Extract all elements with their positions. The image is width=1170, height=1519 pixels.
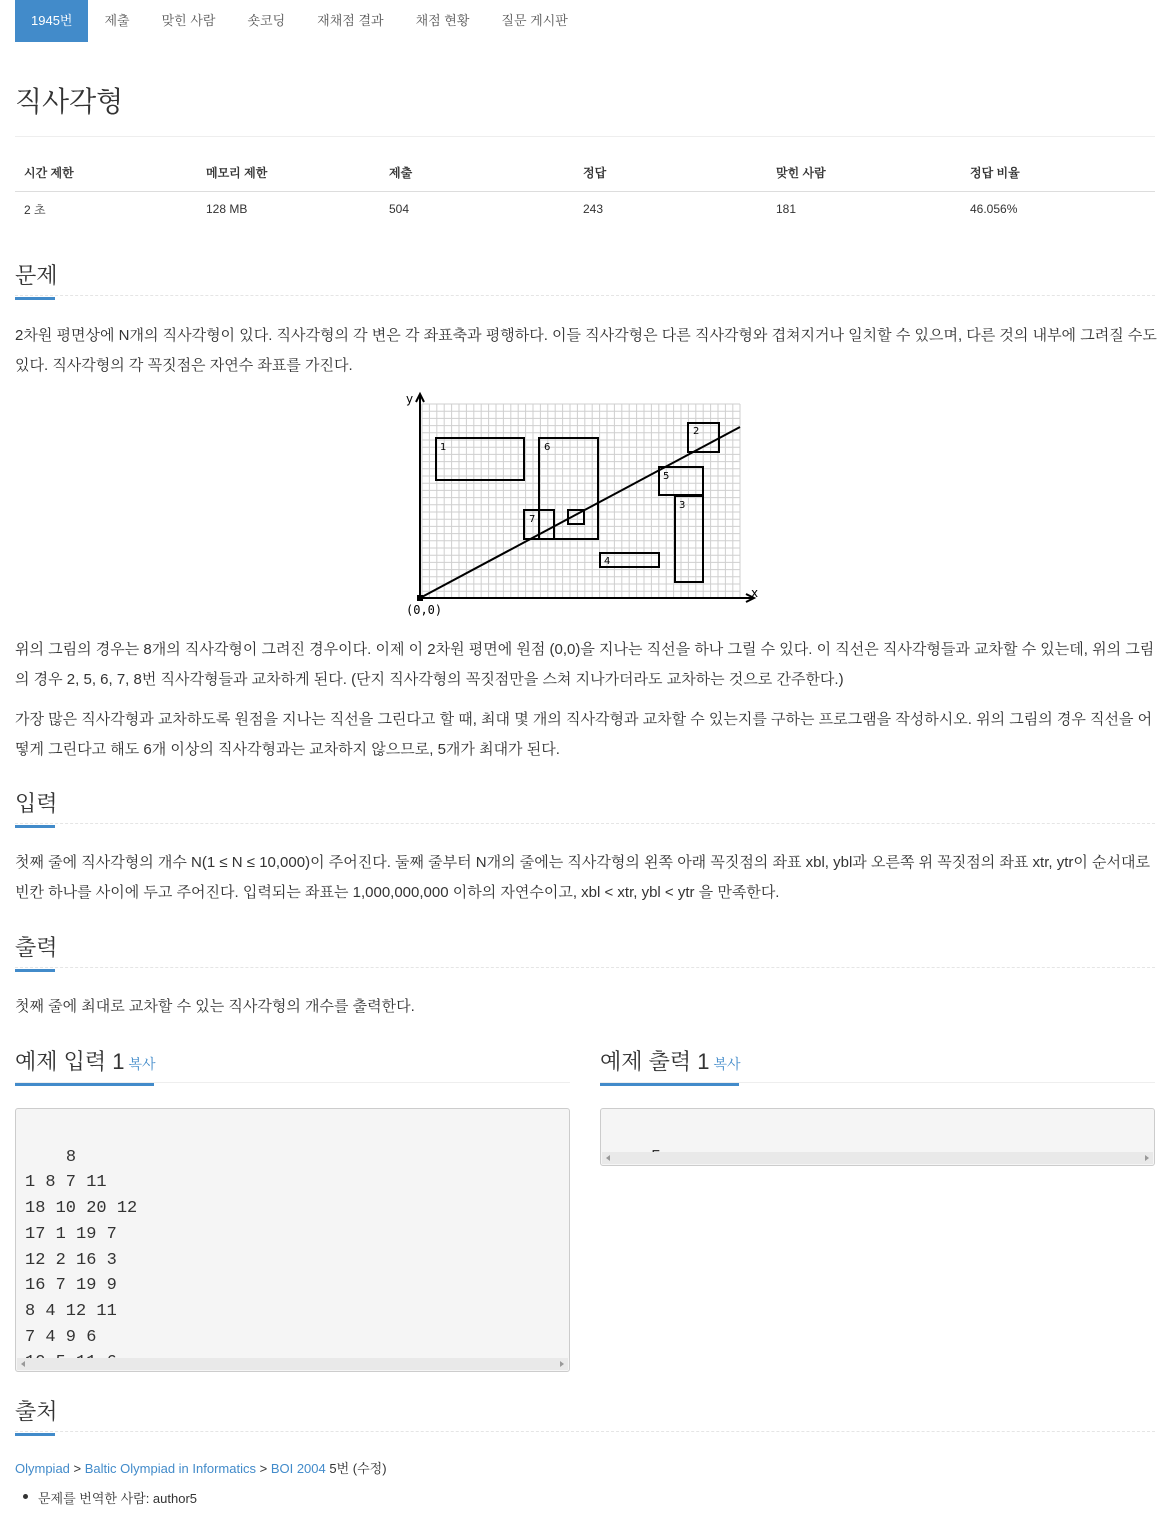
source-breadcrumb	[15, 1458, 387, 1477]
problem-info-table	[15, 155, 1155, 227]
info-header: 정답 비율	[961, 155, 1155, 191]
info-header: 시간 제한	[15, 155, 197, 191]
problem-paragraph-3: 가장 많은 직사각형과 교차하도록 원점을 지나는 직선을 그린다고 할 때, 최대 몇 개의 직사각형과 교차할 수 있는지를 구하는 프로그램을 작성하시오. 위의 그림의 경우 직선을 어떻게 그린다고 해도 6개 이상의 직사각형과는 교차하지 않으므로, 5개가 최대가 된다.	[15, 711, 1153, 758]
heading-underline	[15, 1433, 55, 1436]
source-link-boi-2004[interactable]: BOI 2004	[270, 1461, 326, 1476]
section-divider	[15, 823, 1155, 824]
sample-input-title: 예제 입력 1	[15, 1049, 125, 1074]
info-value: 181	[776, 202, 797, 217]
problem-tabs	[15, 0, 584, 42]
rect-label: 2	[693, 426, 700, 437]
tab-board[interactable]: 질문 게시판	[501, 13, 568, 28]
horizontal-scrollbar[interactable]	[17, 1358, 568, 1370]
info-value: 46.056%	[970, 202, 1018, 217]
source-link-boi[interactable]: Baltic Olympiad in Informatics	[84, 1461, 256, 1476]
output-description: 첫째 줄에 최대로 교차할 수 있는 직사각형의 개수를 출력한다.	[15, 998, 415, 1015]
section-heading-input	[15, 787, 58, 818]
sample-output-title: 예제 출력 1	[600, 1049, 710, 1074]
rect-label: 7	[529, 514, 536, 525]
section-heading-source	[15, 1395, 58, 1426]
sample-output-heading	[600, 1045, 741, 1076]
info-header-row	[15, 155, 1155, 191]
section-heading-text: 출처	[15, 1399, 58, 1424]
heading-underline	[600, 1083, 739, 1086]
section-heading-text: 문제	[15, 263, 58, 288]
page-title: 직사각형	[15, 86, 124, 117]
section-divider	[15, 1431, 1155, 1432]
y-axis-label: y	[406, 392, 414, 406]
section-divider	[15, 967, 1155, 968]
tab-short-coding[interactable]: 숏코딩	[247, 13, 286, 28]
section-heading-output	[15, 931, 58, 962]
info-header: 맞힌 사람	[767, 155, 961, 191]
tab-problem[interactable]: 1945번	[15, 0, 88, 42]
info-header: 메모리 제한	[197, 155, 380, 191]
info-value-row	[15, 191, 1155, 227]
rect-label: 1	[440, 442, 447, 453]
scroll-right-icon[interactable]	[560, 1361, 564, 1367]
info-value: 504	[389, 202, 410, 217]
info-header: 제출	[380, 155, 574, 191]
section-heading-text: 출력	[15, 935, 58, 960]
breadcrumb-separator: >	[255, 1461, 271, 1476]
horizontal-scrollbar[interactable]	[602, 1152, 1153, 1164]
tab-solved-users[interactable]: 맞힌 사람	[161, 13, 216, 28]
origin-label: (0,0)	[406, 603, 443, 617]
tab-submit[interactable]: 제출	[104, 13, 130, 28]
rect-label: 5	[663, 471, 670, 482]
sample-input-content: 8 1 8 7 11 18 10 20 12 17 1 19 7 12 2 16 3 16 7 19 9 8 4 12 11 7 4 9 6	[25, 1147, 138, 1347]
sample-output-box[interactable]	[600, 1108, 1155, 1166]
sample-input-heading	[15, 1045, 156, 1076]
scroll-left-icon[interactable]	[21, 1361, 25, 1367]
problem-paragraph-2: 위의 그림의 경우는 8개의 직사각형이 그려진 경우이다. 이제 이 2차원 평면에 원점 (0,0)을 지나는 직선을 하나 그릴 수 있다. 이 직선은 직사각형들과 교차할 수 있는데, 위의 그림의 경우 2, 5, 6, 7, 8번 직사각형들과 교차하게 된다. (단지 직사각형의 꼭짓점만을 스쳐 지나가더라도 교차하는 것으로 간주한다.)	[15, 641, 1155, 688]
title-divider	[15, 136, 1155, 137]
source-link-olympiad[interactable]: Olympiad	[15, 1461, 70, 1476]
rect-label: 3	[679, 500, 686, 511]
input-description: 첫째 줄에 직사각형의 개수 N(1 ≤ N ≤ 10,000)이 주어진다. 둘째 줄부터 N개의 줄에는 직사각형의 왼쪽 아래 꼭짓점의 좌표 xbl, ybl과 오른쪽 위 꼭짓점의 좌표 xtr, ytr이 순서대로 빈칸 하나를 사이에 두고 주어진다. 입력되는 좌표는 1,000,000,000 이하의 자연수이고, xbl < xtr, ybl < ytr 을 만족한다.	[15, 854, 1150, 901]
x-axis-label: x	[751, 586, 759, 600]
heading-underline	[15, 969, 55, 972]
scroll-left-icon[interactable]	[606, 1155, 610, 1161]
source-suffix: 5번 (수정)	[325, 1461, 387, 1476]
sample-input-box[interactable]	[15, 1108, 570, 1372]
tab-status[interactable]: 채점 현황	[415, 13, 470, 28]
heading-underline	[15, 297, 55, 300]
info-value: 2 초	[24, 202, 46, 217]
copy-sample-input-button[interactable]: 복사	[128, 1056, 156, 1072]
sample-divider	[600, 1082, 1155, 1083]
breadcrumb-separator: >	[69, 1461, 85, 1476]
rect-label: 6	[544, 442, 551, 453]
section-heading-text: 입력	[15, 791, 58, 816]
info-value: 243	[583, 202, 604, 217]
problem-figure	[400, 390, 770, 622]
sample-divider	[15, 1082, 570, 1083]
section-heading-problem	[15, 259, 58, 290]
scroll-right-icon[interactable]	[1145, 1155, 1149, 1161]
heading-underline	[15, 1083, 154, 1086]
copy-sample-output-button[interactable]: 복사	[713, 1056, 741, 1072]
info-header: 정답	[574, 155, 767, 191]
tab-rejudge[interactable]: 재채점 결과	[317, 13, 384, 28]
info-value: 128 MB	[206, 202, 248, 217]
problem-paragraph-1: 2차원 평면상에 N개의 직사각형이 있다. 직사각형의 각 변은 각 좌표축과 평행하다. 이들 직사각형은 다른 직사각형와 겹쳐지거나 일치할 수 있으며, 다른 것의 내부에 그려질 수도 있다. 직사각형의 각 꼭짓점은 자연수 좌표를 가진다.	[15, 327, 1157, 374]
translator-item: 문제를 번역한 사람: author5	[38, 1488, 197, 1507]
heading-underline	[15, 825, 55, 828]
rect-label: 4	[604, 556, 611, 567]
section-divider	[15, 295, 1155, 296]
